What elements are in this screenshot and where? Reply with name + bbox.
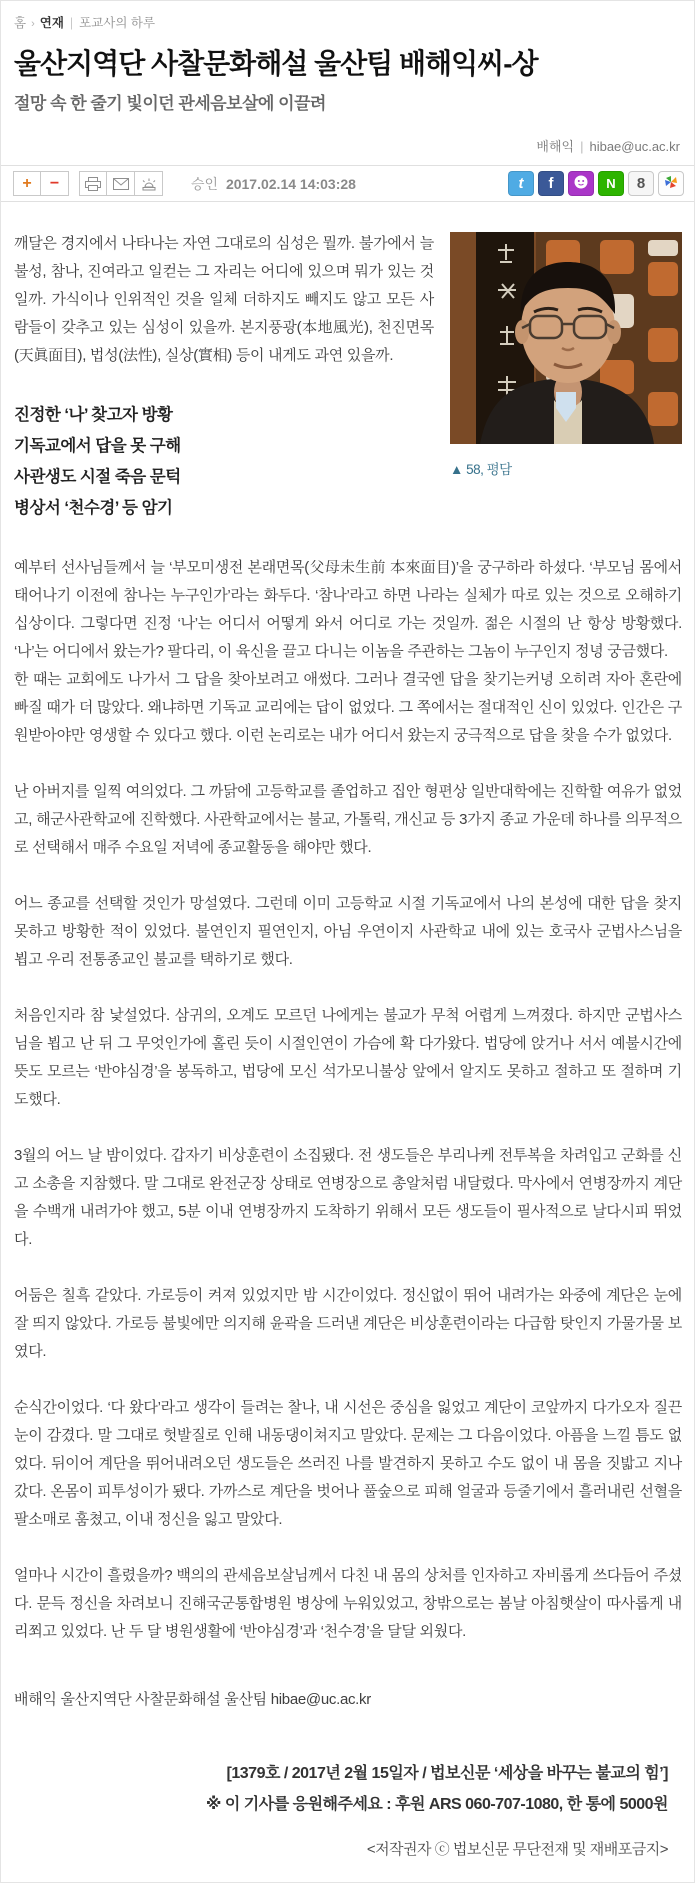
font-size-controls [13,171,69,196]
siren-icon [141,177,157,191]
copyright-notice: <저작권자 ⓒ 법보신문 무단전재 및 재배포금지> [366,1841,668,1858]
report-button[interactable] [135,171,163,196]
approved-value: 2017.02.14 14:03:28 [225,175,356,192]
approved-label: 승인 [191,175,219,192]
share-googleplus-button[interactable]: 8 [628,171,654,196]
font-increase-button[interactable]: + [13,171,41,196]
social-share-bar [508,171,684,196]
article-paragraph: 어느 종교를 선택할 것인가 망설였다. 그런데 이미 고등학교 시절 기독교에서 나의 본성에 대한 답을 찾지 못하고 방황한 적이 있었다. 불연인지 필연인지, 아님 우연이지 사관학교 내에 있는 호국사 군법사스님을 뵙고 우리 전통종교인 불교를 택하기로 했다. [14,895,682,968]
share-facebook-button[interactable]: f [538,171,564,196]
article-paragraph: 처음인지라 참 낯설었다. 삼귀의, 오계도 모르던 나에게는 불교가 무척 어렵게 느껴졌다. 하지만 군법사스님을 뵙고 난 뒤 그 무엇인가에 홀린 듯이 시절인연이 가슴에 확 다가왔다. 법당에 앉거나 서서 예불시간에 뜻도 모르는 ‘반야심경’을 봉독하고, 법당에 모신 석가모니불상 앞에서 알지도 못하고 절하고 또 절하며 기도했다. [14,1007,682,1108]
article-paragraph: 얼마나 시간이 흘렸을까? 백의의 관세음보살님께서 다친 내 몸의 상처를 인자하고 자비롭게 쓰다듬어 주셨다. 문득 정신을 차려보니 진해국군통합병원 병상에 누워있었고, 창밖으로는 봄날 아침햇살이 따사롭게 내리쬐고 있었다. 난 두 달 병원생활에 ‘반야심경’과 ‘천수경’을 달달 외웠다. [14,1567,682,1640]
share-twitter-button[interactable]: t [508,171,534,196]
support-info: ※ 이 기사를 응원해주세요 : 후원 ARS 060-707-1080, 한 통에 5000원 [205,1796,668,1813]
author-name: 배해익 [536,139,575,154]
article-photo-figure [450,232,682,484]
band-pinwheel-icon [663,174,679,194]
page-title: 울산지역단 사찰문화해설 울산팀 배해익씨-상 [14,48,538,79]
article-body [1,202,694,1882]
lead-line: 사관생도 시절 죽음 문턱 [14,468,181,486]
author-line [1,114,694,165]
share-naver-button[interactable]: N [598,171,624,196]
breadcrumb-divider: | [69,16,74,30]
article-paragraph: 예부터 선사님들께서 늘 ‘부모미생전 본래면목(父母未生前 本來面目)’을 궁구하라 하셨다. ‘부모님 몸에서 태어나기 이전에 참나는 누구인가’라는 화두다. ‘참나’라고 하면 나라는 실체가 따로 있는 것으로 오해하기 십상이다. 그렇다면 진정 ‘나’는 어디서 어떻게 와서 어디로 가는 것일까. 젊은 시절의 난 항상 방황했다. ‘나’는 어디에서 왔는가? 팔다리, 이 육신을 끌고 다니는 이놈을 주관하는 그놈이 누구인지 정녕 궁금했다. [14,559,682,660]
author-email-link[interactable]: hibae@uc.ac.kr [589,139,680,154]
article-paragraph: 3월의 어느 날 밤이었다. 갑자기 비상훈련이 소집됐다. 전 생도들은 부리나케 전투복을 차려입고 군화를 신고 소총을 지참했다. 말 그대로 완전군장 상태로 연병장으로 총알처럼 내달렸다. 막사에서 연병장까지 계단을 수백개 내려가야 했고, 5분 이내 연병장까지 도착하기 위해서 모든 생도들이 필사적으로 날다시피 뛰었다. [14,1147,682,1248]
article-footer [14,1714,682,1882]
lead-line: 기독교에서 답을 못 구해 [14,437,181,455]
share-band-button[interactable] [658,171,684,196]
article-subtitle: 절망 속 한 줄기 빛이던 관세음보살에 이끌려 [14,94,326,113]
article-toolbar [1,165,694,202]
photo-caption: ▲ 58, 평담 [450,462,512,477]
breadcrumb-section[interactable]: 연재 [39,16,64,30]
author-separator: | [580,139,584,154]
mail-icon [113,178,129,190]
font-decrease-button[interactable]: − [41,171,69,196]
kakaostory-face-icon [573,174,589,194]
approved-datetime [191,174,356,194]
share-kakaostory-button[interactable] [568,171,594,196]
breadcrumb-separator-icon: › [31,18,35,30]
breadcrumb-home[interactable]: 홈 [14,16,27,30]
article-paragraph: 깨달은 경지에서 나타나는 자연 그대로의 심성은 뭘까. 불가에서 늘 불성, 참나, 진여라고 일컫는 그 자리는 어디에 있으며 뭐가 있는 것일까. 가식이나 인위적인 것을 일체 더하지도 빼지도 않고 모든 사람들이 갖추고 있는 심성이 있을까. 본지풍광(本地風光), 천진면목(天眞面目), 법성(法性), 실상(實相) 등이 내게도 과연 있을까. [14,235,434,364]
email-button[interactable] [107,171,135,196]
lead-line: 진정한 ‘나’ 찾고자 방황 [14,406,173,424]
portrait-photo [450,232,682,444]
print-button[interactable] [79,171,107,196]
article-action-buttons [79,171,163,196]
breadcrumb-category[interactable]: 포교사의 하루 [79,16,156,30]
author-signature: 배해익 울산지역단 사찰문화해설 울산팀 hibae@uc.ac.kr [14,1691,371,1708]
breadcrumb [1,1,694,31]
article-paragraph: 난 아버지를 일찍 여의었다. 그 까닭에 고등학교를 졸업하고 집안 형편상 일반대학에는 진학할 여유가 없었고, 해군사관학교에 진학했다. 사관학교에서는 불교, 가톨릭, 개신교 등 3가지 종교 가운데 하나를 의무적으로 선택해서 매주 수요일 저녁에 종교활동을 해야만 했다. [14,783,682,856]
lead-line: 병상서 ‘천수경’ 등 암기 [14,499,173,517]
article-paragraph: 어둠은 칠흑 같았다. 가로등이 켜져 있었지만 밤 시간이었다. 정신없이 뛰어 내려가는 와중에 계단은 눈에 잘 띄지 않았다. 가로등 불빛에만 의지해 윤곽을 드러낸 계단은 비상훈련이라는 다급함 탓인지 가물가물 보였다. [14,1287,682,1360]
issue-info: [1379호 / 2017년 2월 15일자 / 법보신문 ‘세상을 바꾸는 불교의 힘’] [226,1765,668,1782]
printer-icon [85,177,101,191]
article-paragraph: 한 때는 교회에도 나가서 그 답을 찾아보려고 애썼다. 그러나 결국엔 답을 찾기는커녕 오히려 자아 혼란에 빠질 때가 더 많았다. 왜냐하면 기독교 교리에는 답이 없었다. 그 쪽에서는 절대적인 신이 있었다. 인간은 구원받아야만 영생할 수 있다고 했다. 이런 논리로는 내가 어디서 왔는지 궁극적으로 답을 찾을 수가 없었다. [14,671,682,744]
article-paragraph: 순식간이었다. ‘다 왔다’라고 생각이 들려는 찰나, 내 시선은 중심을 잃었고 계단이 코앞까지 다가오자 질끈 눈이 감겼다. 말 그대로 헛발질로 인해 내동댕이쳐지고 말았다. 문제는 그 다음이었다. 아픔을 느낄 틈도 없었다. 뒤이어 계단을 뛰어내려오던 생도들은 쓰러진 나를 발견하지 못하고 수도 없이 내 몸을 짓밟고 지나갔다. 온몸이 피투성이가 됐다. 가까스로 계단을 벗어나 풀숲으로 피해 얼굴과 등줄기에서 흘러내린 선혈을 팔소매로 훔쳤고, 이내 정신을 잃고 말았다. [14,1399,682,1528]
